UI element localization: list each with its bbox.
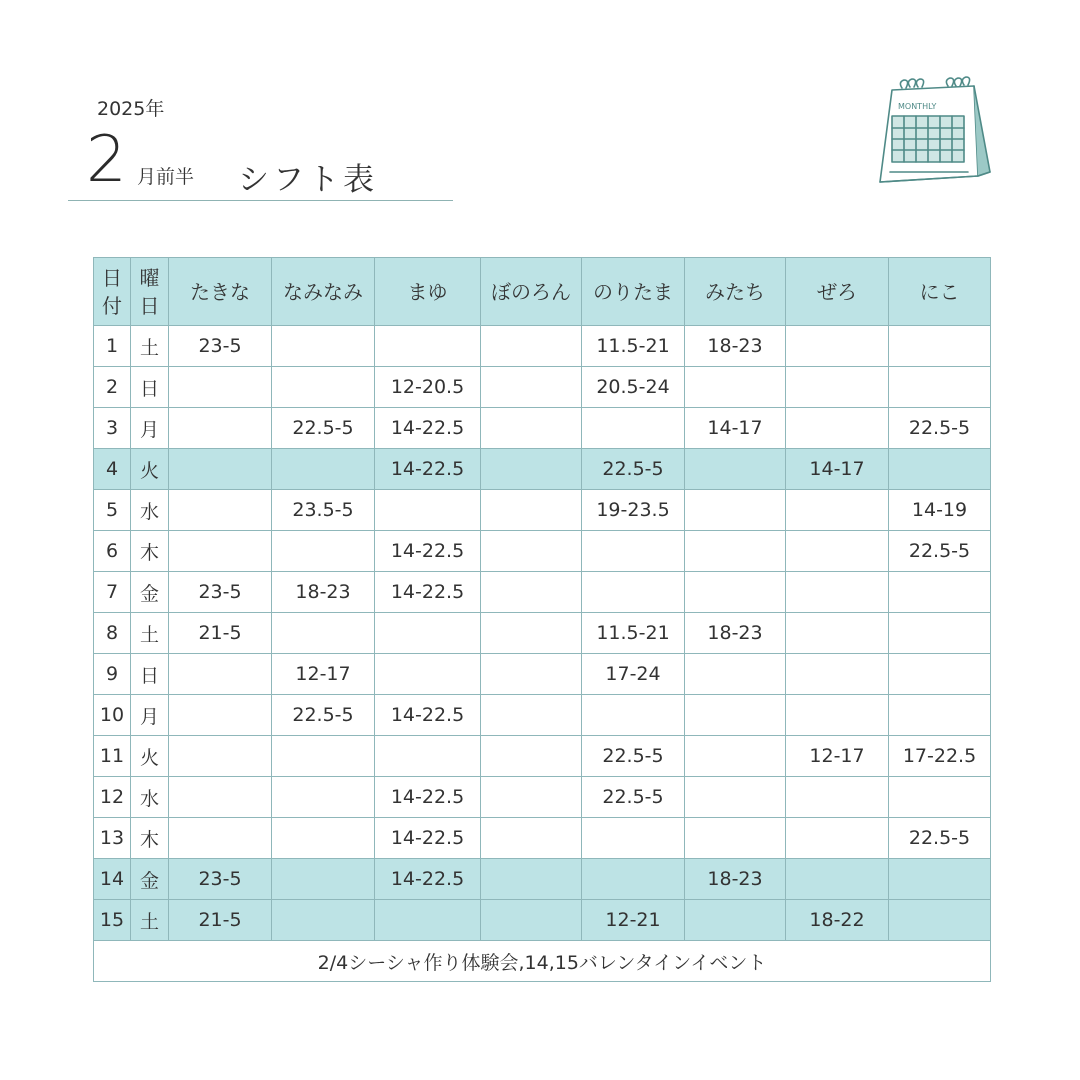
shift-cell <box>889 367 991 408</box>
shift-cell: 22.5-5 <box>582 777 685 818</box>
shift-cell <box>272 326 375 367</box>
date-cell: 13 <box>94 818 131 859</box>
shift-cell: 12-17 <box>272 654 375 695</box>
shift-cell <box>786 572 889 613</box>
shift-cell <box>685 572 786 613</box>
weekday-cell: 木 <box>131 818 169 859</box>
month-number: 2 <box>86 123 127 197</box>
shift-cell <box>272 777 375 818</box>
shift-cell: 20.5-24 <box>582 367 685 408</box>
shift-cell <box>169 449 272 490</box>
shift-cell <box>481 326 582 367</box>
shift-cell <box>481 613 582 654</box>
date-cell: 3 <box>94 408 131 449</box>
table-row <box>94 900 991 941</box>
shift-cell <box>169 654 272 695</box>
weekday-cell: 月 <box>131 695 169 736</box>
shift-cell <box>685 654 786 695</box>
shift-cell <box>786 818 889 859</box>
shift-cell <box>169 695 272 736</box>
weekday-cell: 火 <box>131 449 169 490</box>
weekday-cell: 水 <box>131 490 169 531</box>
shift-cell <box>481 572 582 613</box>
shift-cell <box>889 777 991 818</box>
shift-cell: 18-22 <box>786 900 889 941</box>
staff-header: ぜろ <box>786 258 889 326</box>
shift-cell <box>375 900 481 941</box>
shift-cell <box>272 449 375 490</box>
calendar-icon <box>872 76 994 192</box>
date-cell: 8 <box>94 613 131 654</box>
shift-cell: 22.5-5 <box>582 449 685 490</box>
table-row <box>94 449 991 490</box>
shift-cell: 22.5-5 <box>582 736 685 777</box>
table-row <box>94 490 991 531</box>
shift-cell <box>169 408 272 449</box>
shift-cell <box>169 777 272 818</box>
date-cell: 7 <box>94 572 131 613</box>
shift-cell <box>481 408 582 449</box>
shift-cell <box>481 367 582 408</box>
shift-cell <box>889 900 991 941</box>
weekday-cell: 土 <box>131 900 169 941</box>
shift-cell <box>889 695 991 736</box>
shift-cell <box>375 736 481 777</box>
staff-header: まゆ <box>375 258 481 326</box>
table-row <box>94 818 991 859</box>
weekday-cell: 月 <box>131 408 169 449</box>
table-row <box>94 367 991 408</box>
shift-cell <box>169 531 272 572</box>
shift-cell <box>375 654 481 695</box>
shift-cell <box>272 859 375 900</box>
shift-cell <box>582 859 685 900</box>
weekday-cell: 日 <box>131 367 169 408</box>
staff-header: のりたま <box>582 258 685 326</box>
shift-cell <box>375 613 481 654</box>
table-row <box>94 613 991 654</box>
staff-header: なみなみ <box>272 258 375 326</box>
weekday-cell: 土 <box>131 613 169 654</box>
shift-cell: 11.5-21 <box>582 613 685 654</box>
table-row <box>94 326 991 367</box>
shift-cell <box>481 654 582 695</box>
shift-cell: 14-17 <box>786 449 889 490</box>
shift-cell <box>786 367 889 408</box>
shift-cell <box>375 490 481 531</box>
shift-cell: 17-24 <box>582 654 685 695</box>
shift-cell <box>582 695 685 736</box>
shift-cell <box>786 695 889 736</box>
shift-cell <box>786 490 889 531</box>
shift-cell: 14-22.5 <box>375 859 481 900</box>
shift-cell <box>786 531 889 572</box>
shift-cell: 22.5-5 <box>889 408 991 449</box>
weekday-cell: 火 <box>131 736 169 777</box>
shift-cell: 14-19 <box>889 490 991 531</box>
table-row <box>94 531 991 572</box>
weekday-cell: 水 <box>131 777 169 818</box>
shift-cell: 23.5-5 <box>272 490 375 531</box>
shift-cell <box>481 777 582 818</box>
shift-cell <box>272 900 375 941</box>
shift-cell: 18-23 <box>272 572 375 613</box>
shift-cell <box>169 818 272 859</box>
date-cell: 6 <box>94 531 131 572</box>
shift-cell: 22.5-5 <box>272 695 375 736</box>
staff-header: ぼのろん <box>481 258 582 326</box>
table-row <box>94 777 991 818</box>
shift-cell: 19-23.5 <box>582 490 685 531</box>
date-cell: 12 <box>94 777 131 818</box>
shift-cell <box>582 408 685 449</box>
weekday-cell: 金 <box>131 859 169 900</box>
staff-header: たきな <box>169 258 272 326</box>
shift-cell: 12-20.5 <box>375 367 481 408</box>
shift-cell <box>685 531 786 572</box>
weekday-cell: 土 <box>131 326 169 367</box>
shift-cell <box>889 449 991 490</box>
shift-cell: 11.5-21 <box>582 326 685 367</box>
year-label: 2025年 <box>97 98 165 120</box>
shift-cell: 14-22.5 <box>375 695 481 736</box>
table-row <box>94 654 991 695</box>
shift-cell <box>582 531 685 572</box>
date-cell: 15 <box>94 900 131 941</box>
shift-cell <box>169 490 272 531</box>
event-note: 2/4シーシャ作り体験会,14,15バレンタインイベント <box>94 941 991 982</box>
period-label: 月前半 <box>137 166 195 188</box>
calendar-icon-label: MONTHLY <box>898 102 937 111</box>
shift-cell <box>481 736 582 777</box>
table-row <box>94 859 991 900</box>
shift-cell <box>786 613 889 654</box>
shift-cell: 21-5 <box>169 613 272 654</box>
shift-cell <box>481 490 582 531</box>
date-cell: 4 <box>94 449 131 490</box>
weekday-cell: 金 <box>131 572 169 613</box>
staff-header: みたち <box>685 258 786 326</box>
shift-cell <box>889 326 991 367</box>
weekday-cell: 木 <box>131 531 169 572</box>
shift-cell: 23-5 <box>169 326 272 367</box>
shift-cell: 14-22.5 <box>375 449 481 490</box>
shift-cell: 23-5 <box>169 572 272 613</box>
shift-cell <box>786 859 889 900</box>
title-underline <box>68 200 453 201</box>
shift-cell: 22.5-5 <box>889 818 991 859</box>
shift-cell: 14-22.5 <box>375 777 481 818</box>
date-cell: 1 <box>94 326 131 367</box>
shift-cell <box>481 449 582 490</box>
shift-cell: 14-22.5 <box>375 572 481 613</box>
shift-cell <box>685 490 786 531</box>
shift-cell <box>786 654 889 695</box>
shift-cell <box>786 326 889 367</box>
table-row <box>94 695 991 736</box>
date-cell: 9 <box>94 654 131 695</box>
table-row <box>94 736 991 777</box>
staff-header: にこ <box>889 258 991 326</box>
header-row <box>94 258 991 326</box>
shift-cell <box>481 695 582 736</box>
shift-cell: 17-22.5 <box>889 736 991 777</box>
date-cell: 2 <box>94 367 131 408</box>
shift-cell: 12-21 <box>582 900 685 941</box>
shift-cell: 14-22.5 <box>375 818 481 859</box>
shift-cell <box>685 777 786 818</box>
table-row <box>94 572 991 613</box>
shift-cell <box>481 859 582 900</box>
shift-cell <box>786 408 889 449</box>
shift-cell <box>272 613 375 654</box>
weekday-cell: 日 <box>131 654 169 695</box>
shift-cell <box>272 818 375 859</box>
table-row <box>94 408 991 449</box>
shift-cell: 14-17 <box>685 408 786 449</box>
shift-cell <box>889 613 991 654</box>
date-cell: 10 <box>94 695 131 736</box>
shift-cell: 18-23 <box>685 326 786 367</box>
shift-cell: 22.5-5 <box>889 531 991 572</box>
shift-cell <box>481 900 582 941</box>
date-cell: 5 <box>94 490 131 531</box>
shift-cell <box>685 449 786 490</box>
col-date-header: 日付 <box>94 258 131 326</box>
shift-cell: 23-5 <box>169 859 272 900</box>
shift-cell: 14-22.5 <box>375 531 481 572</box>
shift-cell <box>375 326 481 367</box>
shift-cell <box>685 900 786 941</box>
shift-cell <box>272 736 375 777</box>
note-row <box>94 941 991 982</box>
shift-cell <box>481 818 582 859</box>
shift-cell <box>481 531 582 572</box>
shift-cell: 12-17 <box>786 736 889 777</box>
shift-cell <box>889 572 991 613</box>
shift-cell: 18-23 <box>685 859 786 900</box>
shift-cell <box>889 859 991 900</box>
shift-cell: 21-5 <box>169 900 272 941</box>
shift-cell <box>169 736 272 777</box>
shift-cell <box>685 367 786 408</box>
shift-cell <box>582 572 685 613</box>
shift-cell <box>582 818 685 859</box>
shift-cell <box>685 695 786 736</box>
page-title: シフト表 <box>238 162 378 198</box>
shift-cell <box>685 818 786 859</box>
shift-cell: 22.5-5 <box>272 408 375 449</box>
col-dow-header: 曜日 <box>131 258 169 326</box>
shift-cell <box>786 777 889 818</box>
date-cell: 11 <box>94 736 131 777</box>
shift-cell <box>169 367 272 408</box>
shift-cell: 14-22.5 <box>375 408 481 449</box>
shift-table <box>93 257 991 982</box>
shift-cell <box>272 367 375 408</box>
shift-cell <box>685 736 786 777</box>
date-cell: 14 <box>94 859 131 900</box>
shift-cell: 18-23 <box>685 613 786 654</box>
shift-cell <box>889 654 991 695</box>
shift-cell <box>272 531 375 572</box>
